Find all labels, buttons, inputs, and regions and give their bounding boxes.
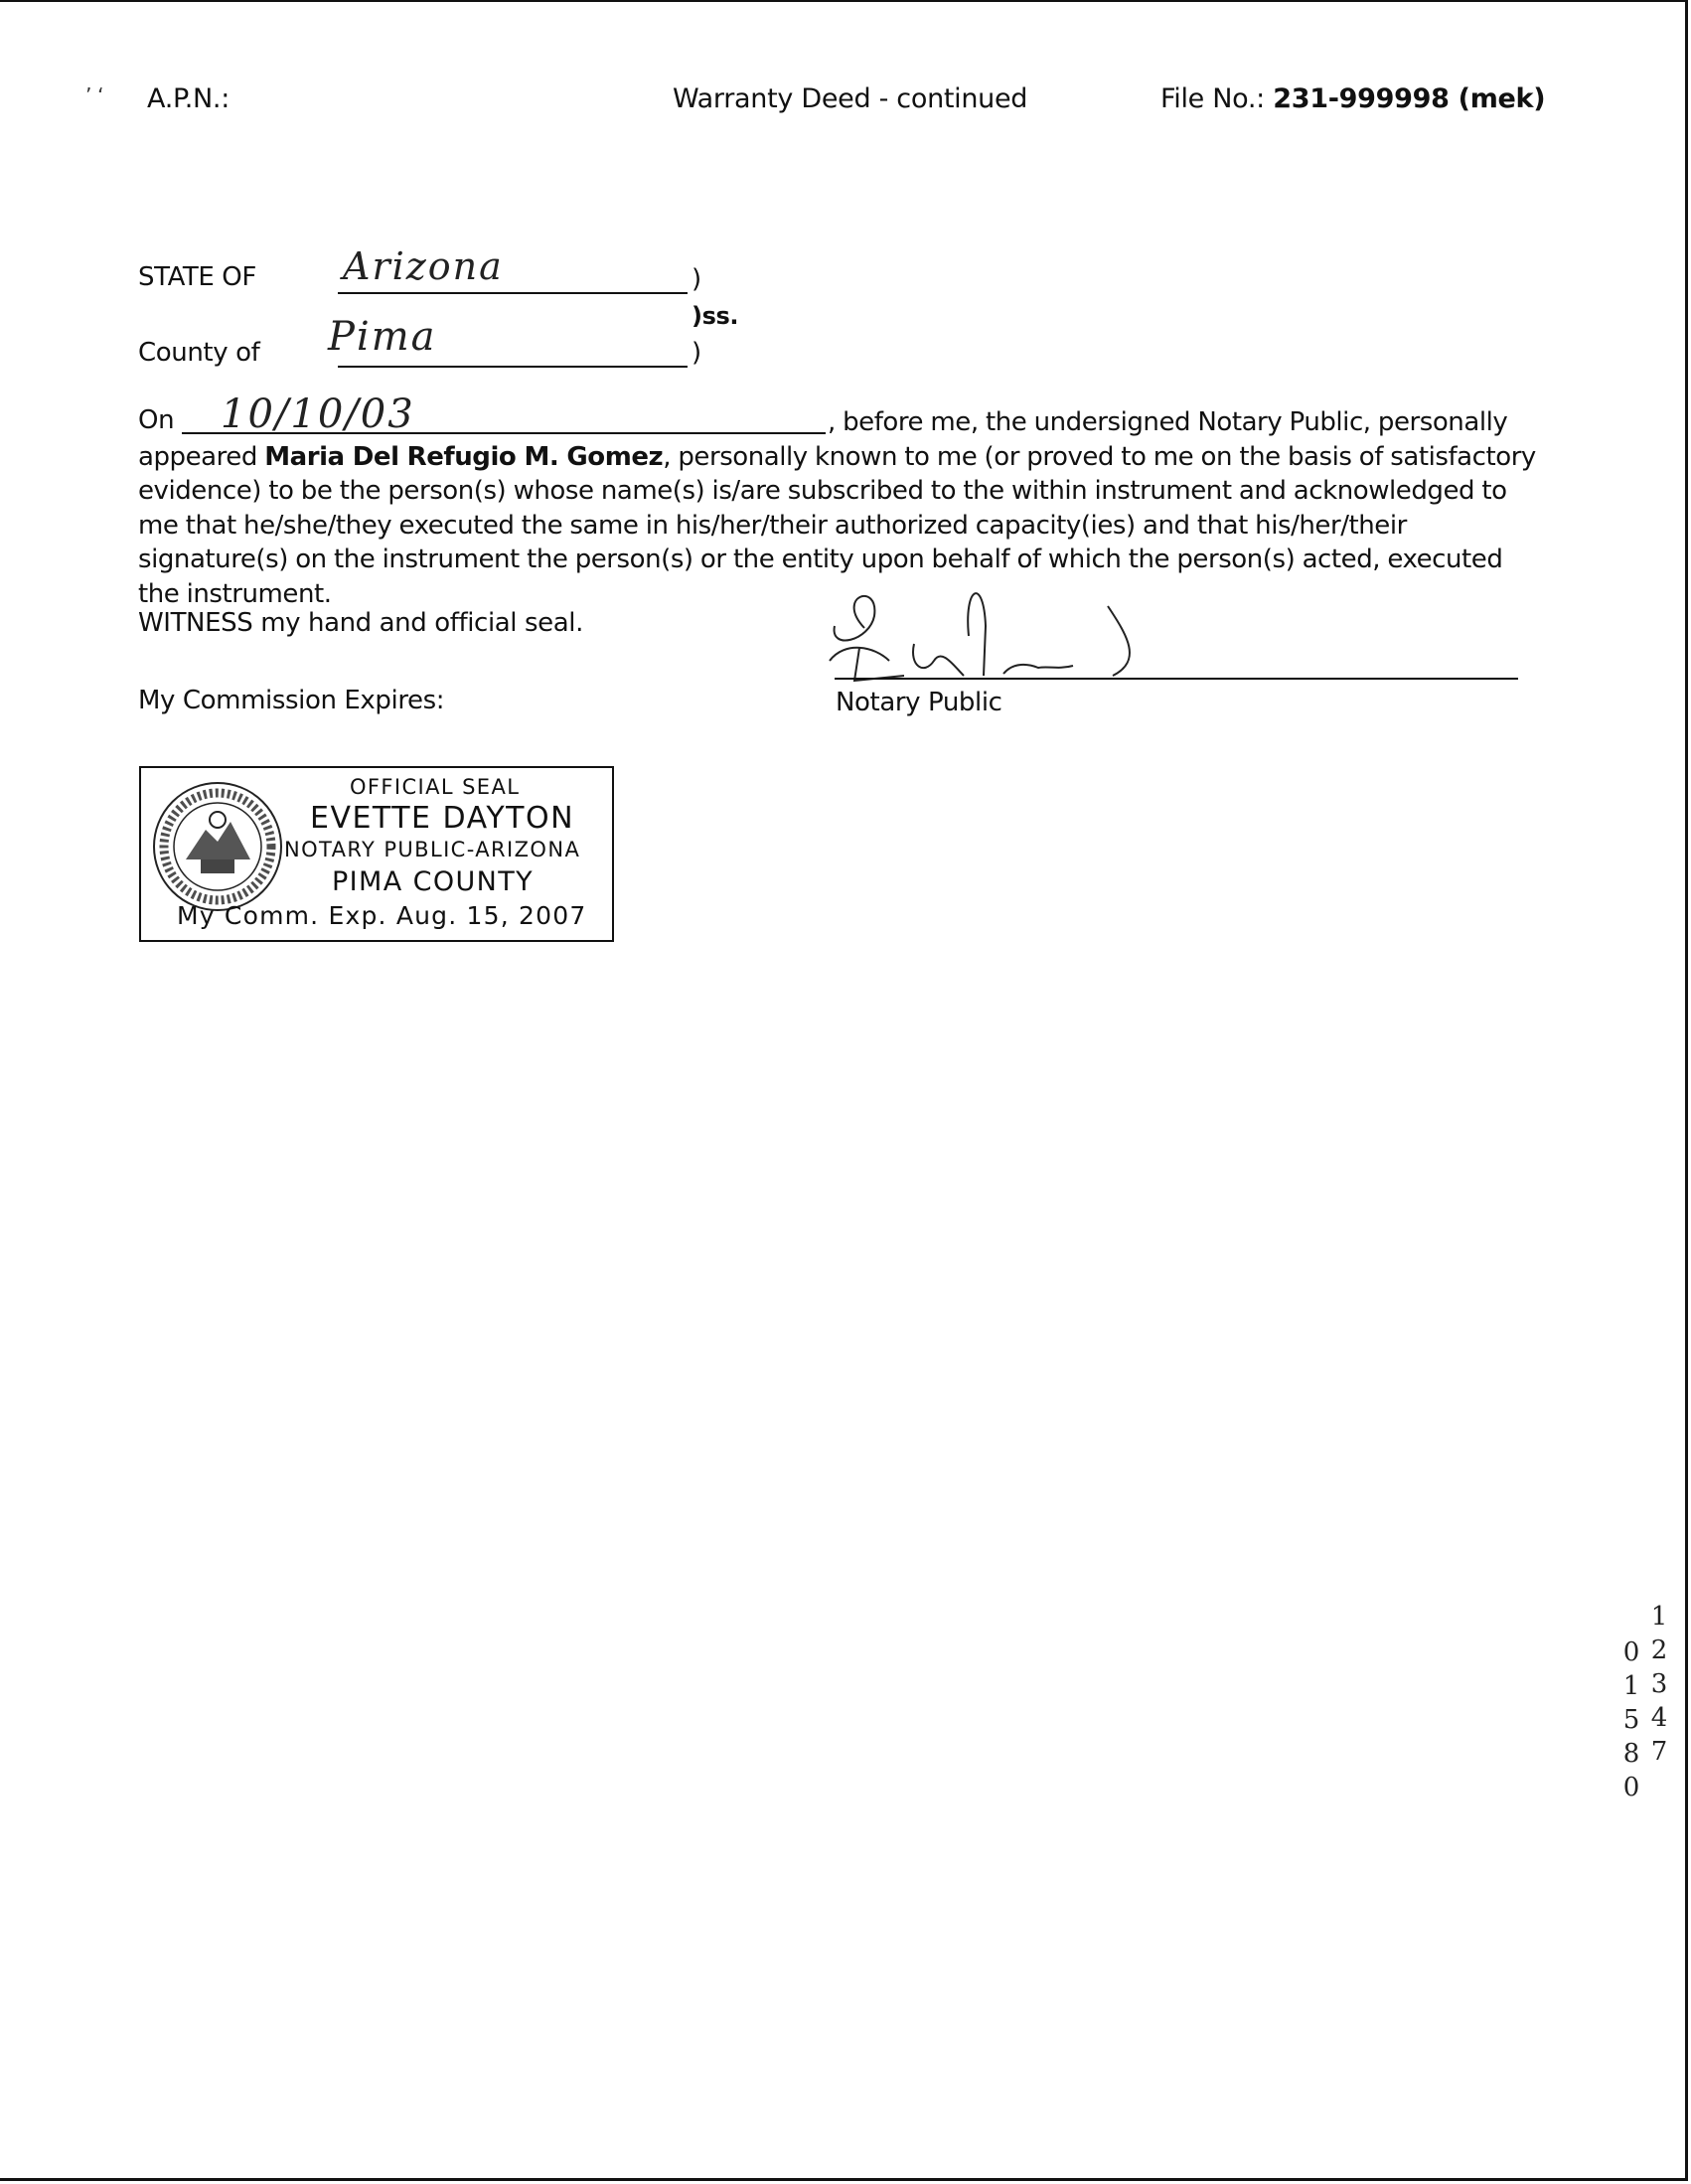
- seal-commission-expiry: My Comm. Exp. Aug. 15, 2007: [177, 901, 587, 930]
- seal-notary-name: EVETTE DAYTON: [310, 801, 575, 836]
- ack-text-2: , personally known to me (or proved to me on the basis of satisfactory evidence) to be the person(s) whose name(s) is/are subscribed to the within instrument and acknowledged to me that he/she/they executed the same in his/her/their authorized capacity(ies) and that his/her/their signature(s) on the instrument the person(s) or the entity upon behalf of which the person(s) acted, executed the instrument.: [138, 441, 1536, 609]
- notary-seal-stamp: [139, 766, 614, 942]
- county-underline: [338, 366, 688, 368]
- recording-part-2: 01580: [1616, 1638, 1646, 1806]
- witness-text: WITNESS my hand and official seal.: [138, 608, 583, 638]
- ss-label: )ss.: [692, 302, 739, 330]
- ack-text-1: , before me, the undersigned Notary Public, personally appeared: [138, 407, 1508, 472]
- signature-line: [835, 678, 1518, 680]
- state-underline: [338, 292, 688, 294]
- recording-part-1: 12347: [1644, 1602, 1674, 1771]
- date-handwritten: 10/10/03: [221, 391, 415, 437]
- county-label: County of: [138, 338, 260, 368]
- state-handwritten: Arizona: [343, 244, 504, 288]
- file-number: [1160, 83, 1545, 114]
- state-label: STATE OF: [138, 262, 256, 292]
- seal-county: PIMA COUNTY: [332, 866, 535, 897]
- apn-label-text: A.P.N.:: [147, 83, 231, 114]
- document-title: Warranty Deed - continued: [673, 83, 1028, 114]
- notary-public-label: Notary Public: [836, 688, 1002, 717]
- signer-name: Maria Del Refugio M. Gomez: [264, 441, 664, 472]
- on-label: On: [138, 405, 175, 435]
- state-paren: ): [692, 264, 701, 294]
- county-handwritten: Pima: [328, 314, 437, 360]
- apn-label: [85, 83, 231, 114]
- scan-marks: ’ ‘: [85, 83, 104, 107]
- seal-notary-title: NOTARY PUBLIC-ARIZONA: [284, 838, 581, 861]
- file-number-value: 231-999998 (mek): [1273, 83, 1546, 114]
- state-seal-emblem: [151, 780, 284, 913]
- county-paren: ): [692, 338, 701, 368]
- file-label: File No.:: [1160, 83, 1265, 114]
- commission-expires-label: My Commission Expires:: [138, 686, 445, 715]
- recording-number-stamp: [1617, 1602, 1673, 1806]
- seal-official-seal: OFFICIAL SEAL: [350, 775, 521, 799]
